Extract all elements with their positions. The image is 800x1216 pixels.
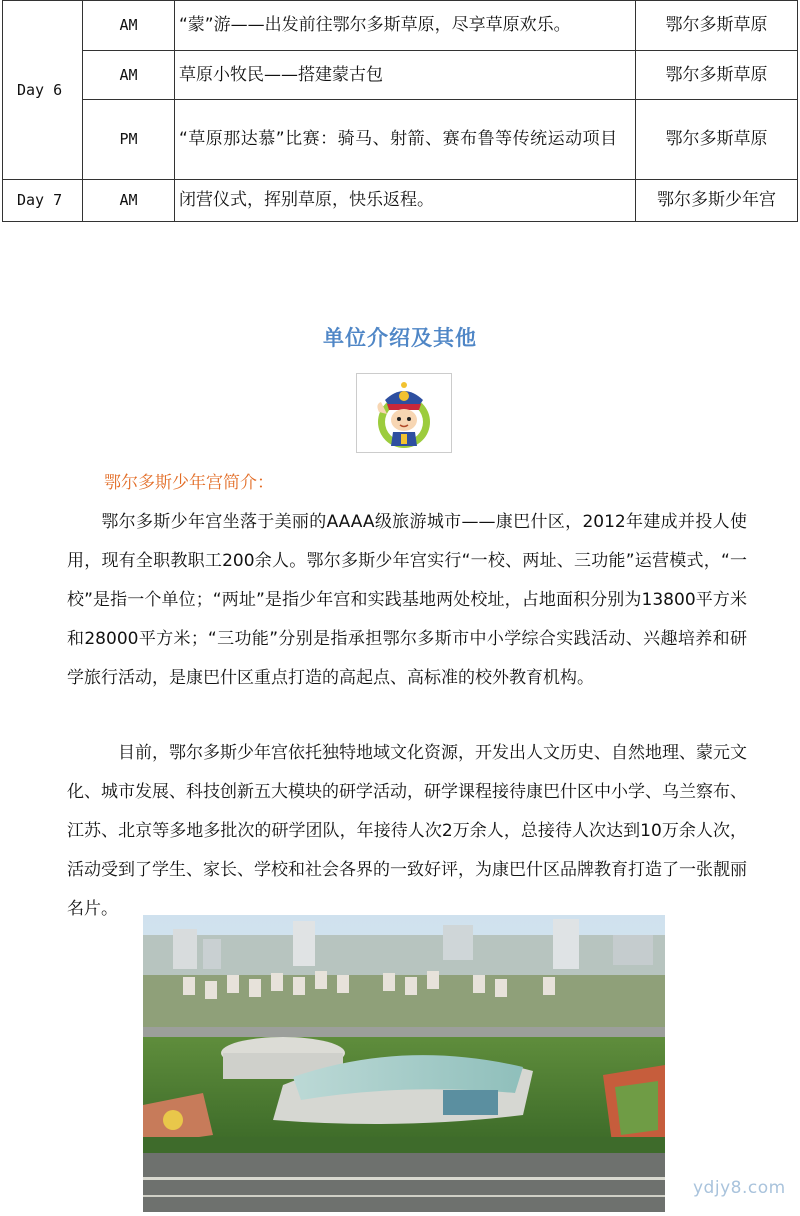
time-cell: AM: [83, 1, 175, 51]
watermark: ydjy8.com: [693, 1178, 786, 1198]
time-cell: PM: [83, 100, 175, 180]
table-row: [3, 51, 798, 100]
intro-heading: 鄂尔多斯少年宫简介：: [104, 473, 274, 493]
location-cell: 鄂尔多斯少年宫: [636, 180, 798, 222]
time-cell: AM: [83, 180, 175, 222]
aerial-photo: [143, 915, 665, 1212]
time-cell: AM: [83, 51, 175, 100]
section-title: 单位介绍及其他: [323, 326, 477, 350]
location-cell: 鄂尔多斯草原: [636, 51, 798, 100]
day-cell: Day 6: [3, 1, 83, 180]
paragraph-text: 鄂尔多斯少年宫坐落于美丽的AAAA级旅游城市——康巴什区，2012年建成并投人使用，现有全职教职工200余人。鄂尔多斯少年宫实行“一校、两址、三功能”运营模式，“一校”是指一个单位；“两址”是指少年宫和实践基地两处校址，占地面积分别为13800平方米和28000平方米；“三功能”分别是指承担鄂尔多斯市中小学综合实践活动、兴趣培养和研学旅行活动，是康巴什区重点打造的高起点、高标准的校外教育机构。: [67, 512, 747, 688]
table-row: [3, 100, 798, 180]
activity-cell: 闭营仪式，挥别草原，快乐返程。: [175, 180, 636, 222]
day-cell: Day 7: [3, 180, 83, 222]
paragraph-text: 目前，鄂尔多斯少年宫依托独特地域文化资源，开发出人文历史、自然地理、蒙元文化、城市发展、科技创新五大模块的研学活动，研学课程接待康巴什区中小学、乌兰察布、江苏、北京等多地多批次的研学团队，年接待人次2万余人，总接待人次达到10万余人次，活动受到了学生、家长、学校和社会各界的一致好评，为康巴什区品牌教育打造了一张靓丽名片。: [67, 743, 747, 919]
activity-cell: “蒙”游——出发前往鄂尔多斯草原，尽享草原欢乐。: [175, 1, 636, 51]
location-cell: 鄂尔多斯草原: [636, 100, 798, 180]
table-row: [3, 180, 798, 222]
table-row: [3, 1, 798, 51]
activity-cell: 草原小牧民——搭建蒙古包: [175, 51, 636, 100]
intro-paragraph: [67, 734, 747, 929]
intro-paragraph: [67, 503, 747, 698]
activity-cell: “草原那达慕”比赛：骑马、射箭、赛布鲁等传统运动项目: [175, 100, 636, 180]
location-cell: 鄂尔多斯草原: [636, 1, 798, 51]
schedule-table: [2, 0, 798, 222]
mascot-image: [356, 373, 452, 453]
